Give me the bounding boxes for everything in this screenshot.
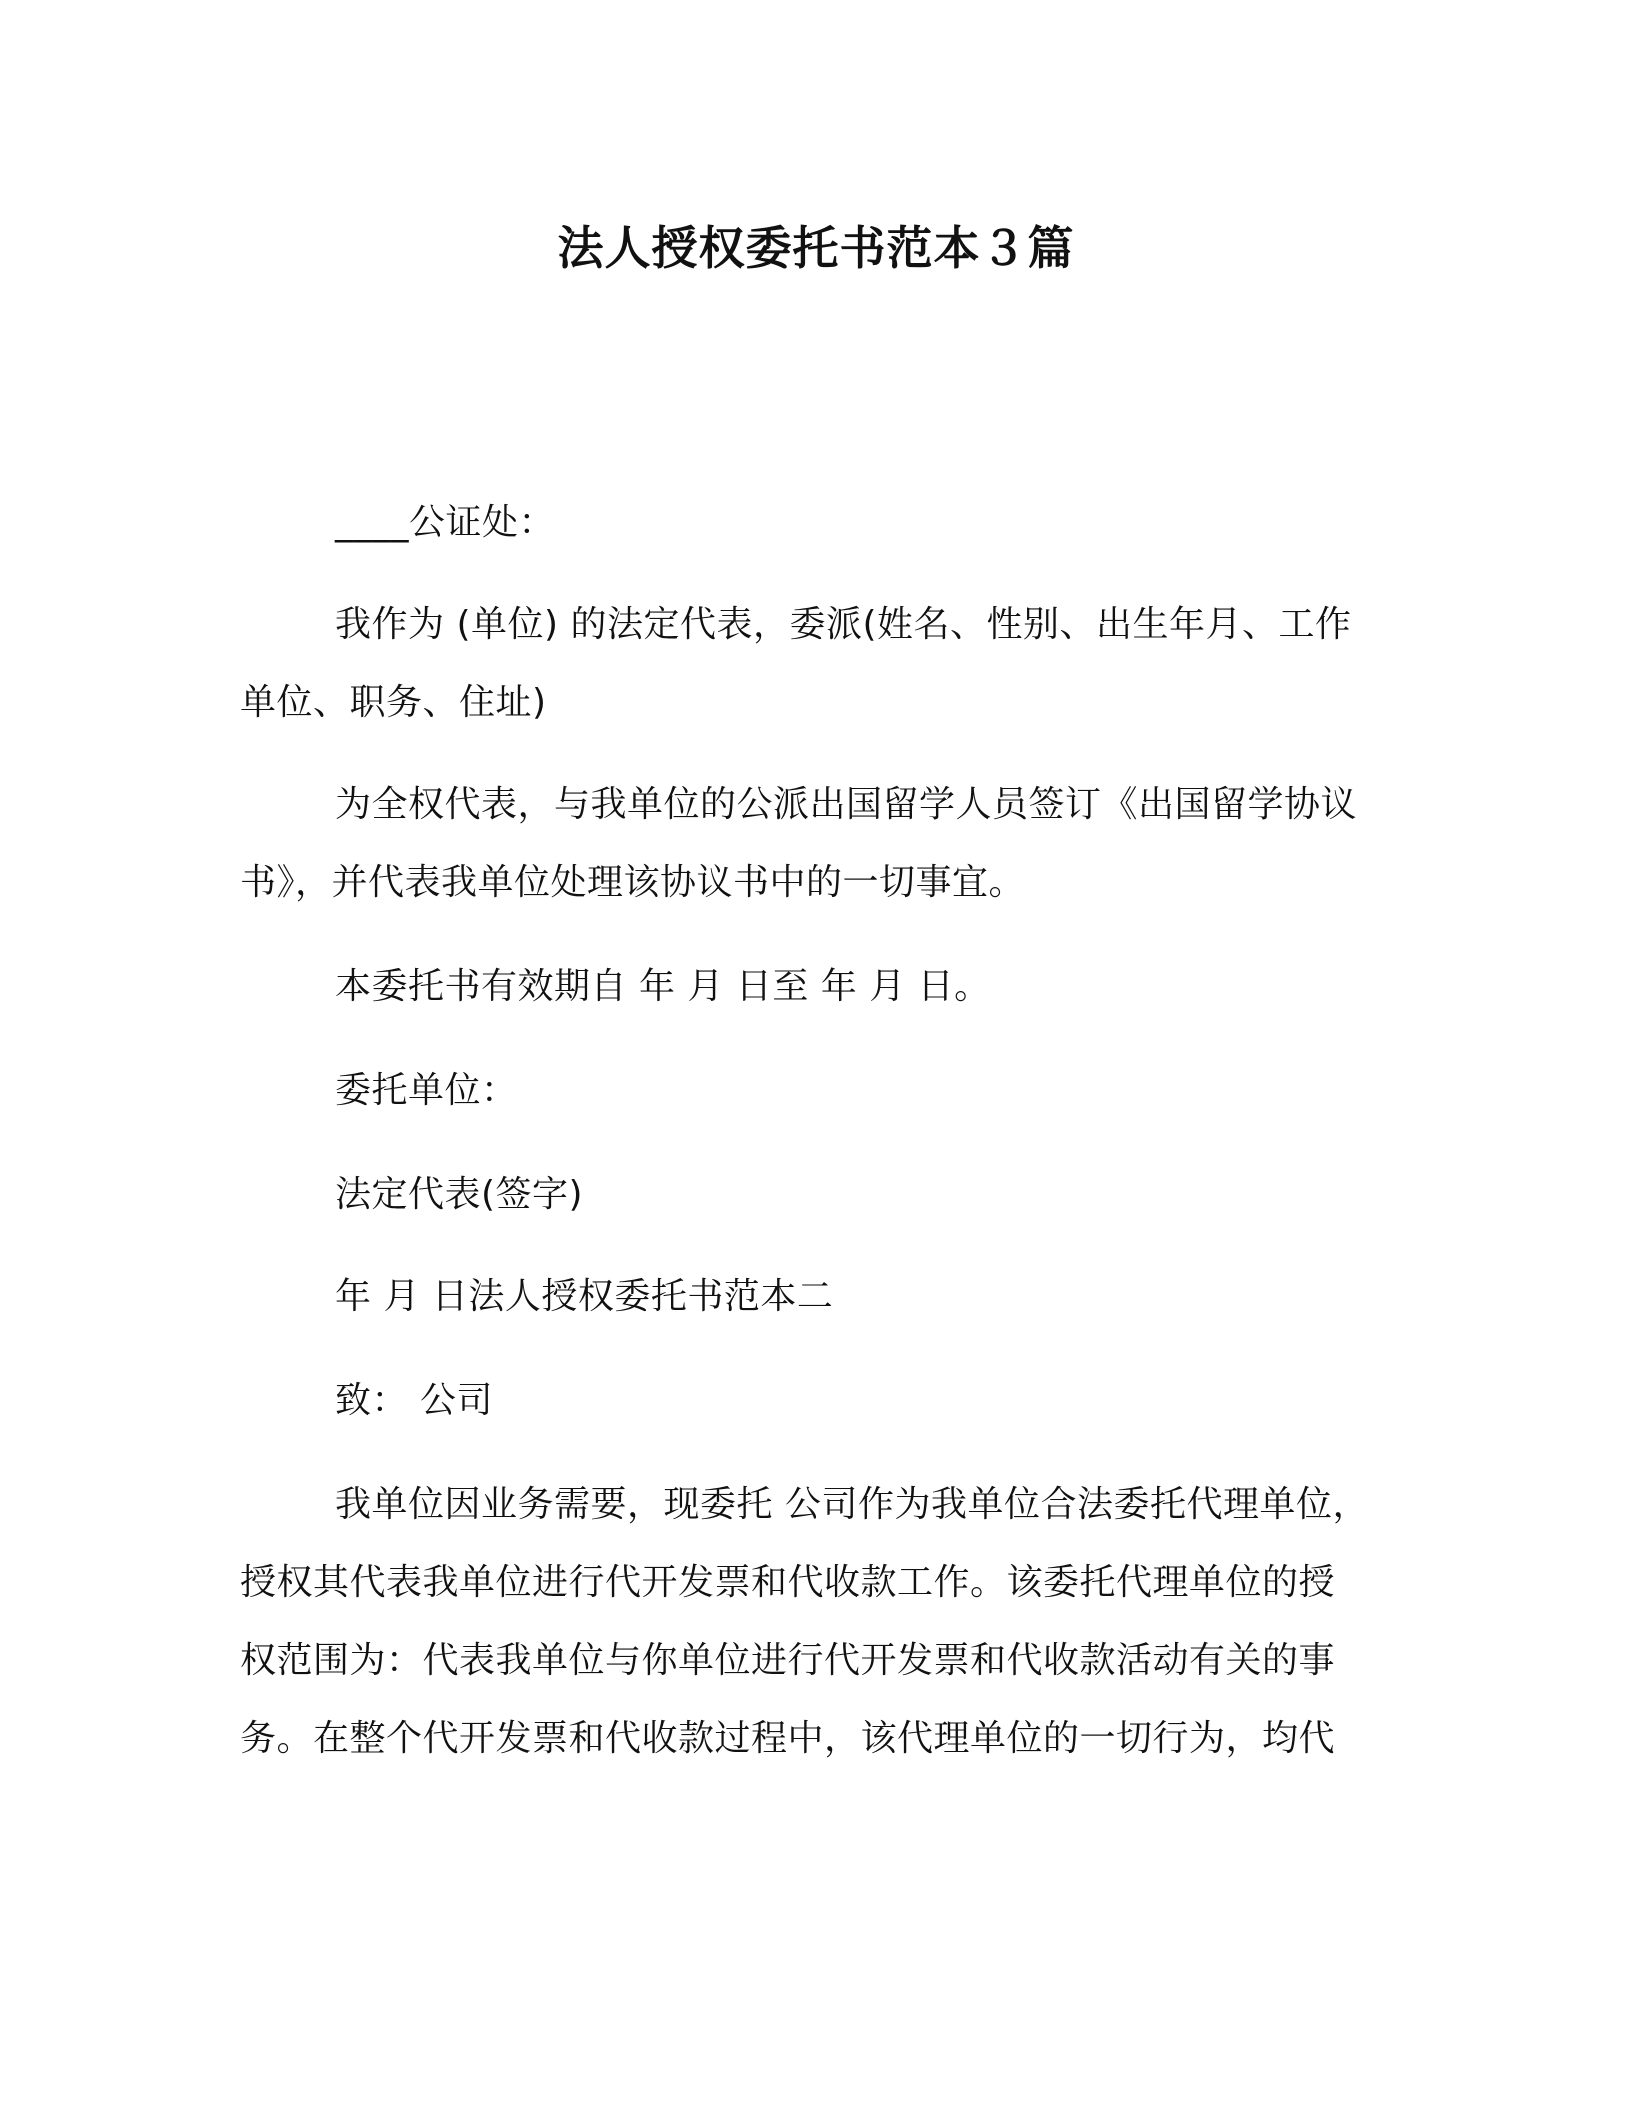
paragraph-legal-representative: [240, 1156, 1374, 1234]
text-line: 权范围为：代表我单位与你单位进行代开发票和代收款活动有关的事: [240, 1640, 1336, 1681]
paragraph-authority: [240, 766, 1374, 922]
text-line: ____公证处：: [335, 502, 556, 543]
text-line: 授权其代表我单位进行代开发票和代收款工作。该委托代理单位的授: [240, 1562, 1336, 1603]
paragraph-validity: [240, 948, 1374, 1026]
text-line: 单位、职务、住址): [240, 682, 547, 723]
text-line: 我作为 (单位) 的法定代表，委派(姓名、性别、出生年月、工作: [335, 604, 1352, 645]
text-line: 法定代表(签字): [335, 1174, 584, 1215]
text-line: 委托单位：: [335, 1070, 518, 1111]
paragraph-appointment: [240, 586, 1374, 742]
paragraph-salutation: [240, 1362, 1374, 1440]
text-line: 书》，并代表我单位处理该协议书中的一切事宜。: [240, 862, 1026, 903]
text-line: 我单位因业务需要，现委托 公司作为我单位合法委托代理单位，: [335, 1484, 1369, 1525]
text-line: 本委托书有效期自 年 月 日至 年 月 日。: [335, 966, 991, 1007]
text-line: 年 月 日法人授权委托书范本二: [335, 1276, 834, 1317]
paragraph-date-sample-two: [240, 1258, 1374, 1336]
document-title: 法人授权委托书范本３篇: [557, 221, 1075, 275]
paragraph-addressee: [240, 484, 1374, 562]
text-line: 务。在整个代开发票和代收款过程中，该代理单位的一切行为，均代: [240, 1718, 1336, 1759]
text-line: 致： 公司: [335, 1380, 493, 1421]
text-line: 为全权代表，与我单位的公派出国留学人员签订《出国留学协议: [335, 784, 1358, 825]
paragraph-agency-body: [240, 1466, 1374, 1778]
paragraph-entrusting-unit: [240, 1052, 1374, 1130]
